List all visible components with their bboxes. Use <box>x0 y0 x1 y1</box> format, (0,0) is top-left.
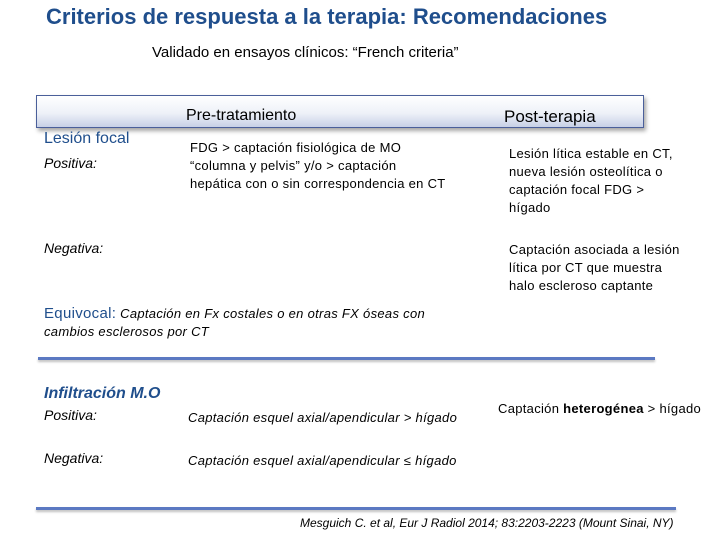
citation: Mesguich C. et al, Eur J Radiol 2014; 83:2203-2223 (Mount Sinai, NY) <box>300 516 674 530</box>
equivocal-text <box>44 305 425 341</box>
lesion-positive-post-text <box>509 145 673 217</box>
infiltracion-negative-pre-text: Captación esquel axial/apendicular ≤ hígado <box>188 453 457 468</box>
text-line: hígado <box>509 200 551 215</box>
slide-title: Criterios de respuesta a la terapia: Recomendaciones <box>46 4 608 29</box>
text-line: captación focal FDG > <box>509 182 645 197</box>
section-divider <box>38 357 655 360</box>
text-line: FDG > captación fisiológica de MO <box>190 140 402 155</box>
text-fragment: > hígado <box>643 401 702 416</box>
text-fragment: Captación <box>498 401 564 416</box>
lesion-positive-pre-text <box>190 139 446 193</box>
infiltracion-positive-label: Positiva: <box>44 407 97 423</box>
emphasis-text: heterogénea <box>563 401 644 416</box>
text-line: “columna y pelvis” y/o > captación <box>190 158 397 173</box>
text-line: cambios esclerosos por CT <box>44 324 209 339</box>
section-heading-infiltracion: Infiltración M.O <box>44 385 161 402</box>
text-line: lítica por CT que muestra <box>509 260 663 275</box>
lesion-negative-label: Negativa: <box>44 240 104 256</box>
text-line: halo escleroso captante <box>509 278 654 293</box>
text-line: Captación en Fx costales o en otras FX óseas con <box>116 306 426 321</box>
infiltracion-post-text <box>498 400 701 418</box>
infiltracion-positive-pre-text: Captación esquel axial/apendicular > hígado <box>188 410 458 425</box>
lesion-positive-label: Positiva: <box>44 155 97 171</box>
infiltracion-negative-label: Negativa: <box>44 450 104 466</box>
section-heading-lesion-focal: Lesión focal <box>44 130 130 147</box>
equivocal-label: Equivocal: <box>44 305 117 322</box>
lesion-negative-post-text <box>509 241 680 295</box>
column-header-pre: Pre-tratamiento <box>186 107 297 124</box>
text-line: hepática con o sin correspondencia en CT <box>190 176 446 191</box>
text-line: Captación asociada a lesión <box>509 242 680 257</box>
slide-subtitle: Validado en ensayos clínicos: “French criteria” <box>152 44 459 61</box>
text-line: Lesión lítica estable en CT, <box>509 146 673 161</box>
column-header-post: Post-terapia <box>504 107 596 126</box>
text-line: nueva lesión osteolítica o <box>509 164 663 179</box>
footer-divider <box>36 507 676 510</box>
